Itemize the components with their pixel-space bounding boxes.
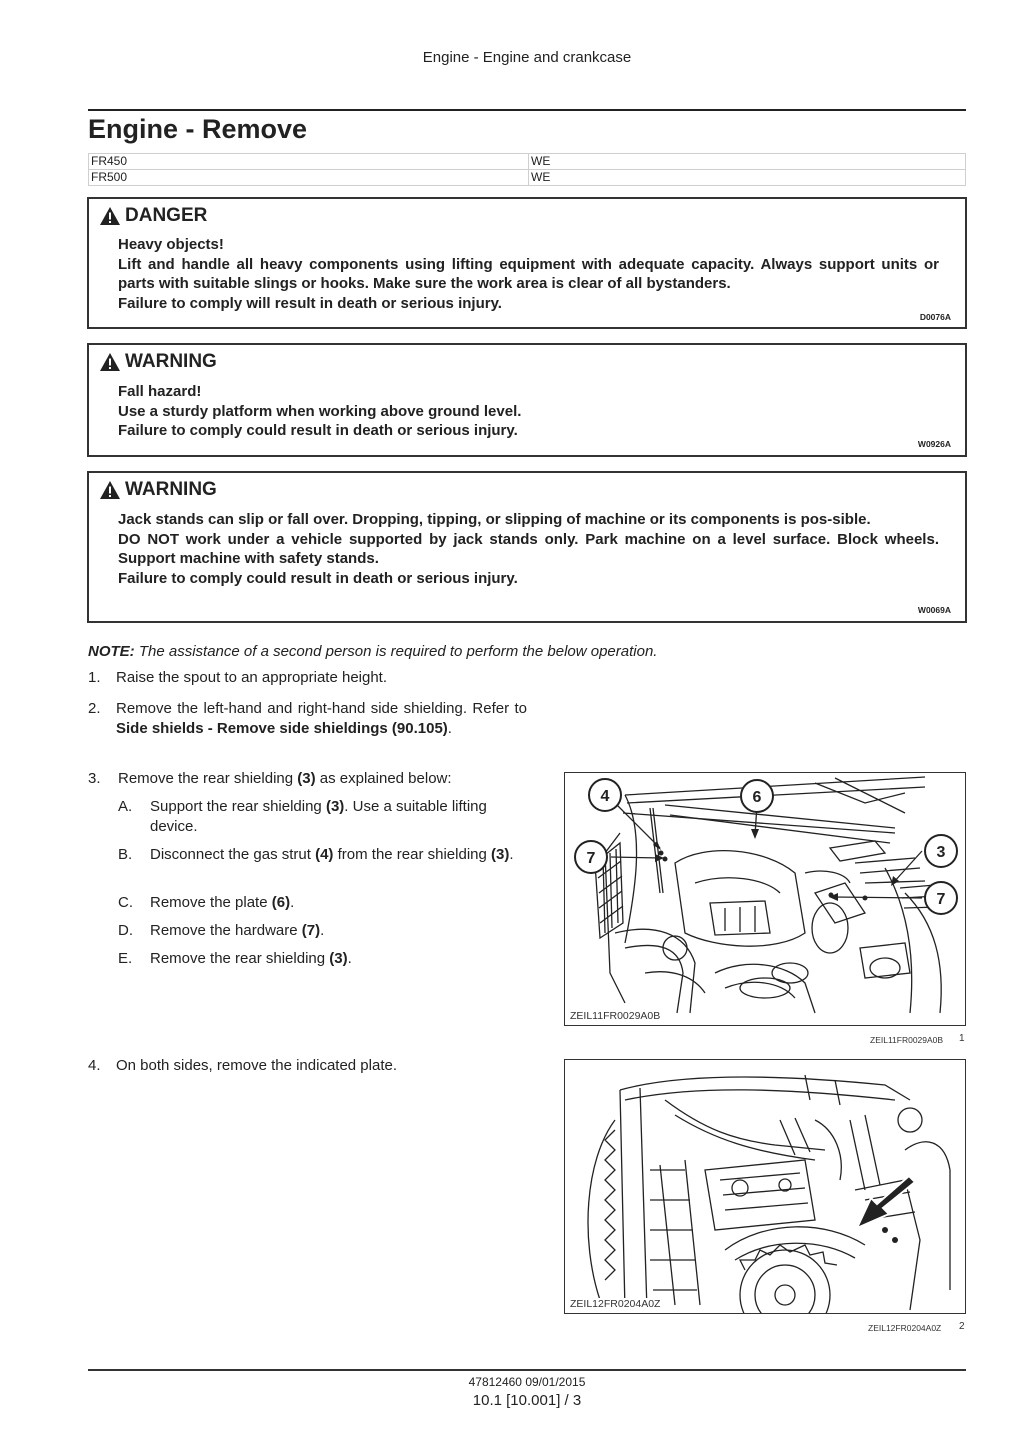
warning-heading xyxy=(99,479,217,501)
warning-code: W0069A xyxy=(917,605,951,615)
note-text: The assistance of a second person is required to perform the below operation. xyxy=(134,643,658,660)
footer-page-number: 10.1 [10.001] / 3 xyxy=(472,1392,582,1409)
warning-label: WARNING xyxy=(125,351,217,372)
market-cell: WE xyxy=(529,154,966,170)
warning-line: Use a sturdy platform when working above ground level. xyxy=(118,402,522,420)
callout-3: 3 xyxy=(936,844,946,861)
danger-line: Lift and handle all heavy components using lifting equipment with adequate capacity. Always support units or parts with suitable slings or hooks. Make sure the work area is clear of all bystanders. xyxy=(118,255,939,293)
step-text: Remove the rear shielding (3) as explained below: xyxy=(118,770,452,787)
figure-caption: ZEIL12FR0204A0Z xyxy=(868,1323,942,1333)
danger-line: Failure to comply will result in death or serious injury. xyxy=(118,294,502,312)
warning-line: DO NOT work under a vehicle supported by jack stands only. Park machine on a level surface. Block wheels. Support machine with safety stands. xyxy=(118,530,939,568)
table-row xyxy=(89,154,966,170)
step-number: 3. xyxy=(88,770,101,787)
note-label: NOTE: xyxy=(88,643,135,660)
cross-reference-link[interactable]: Side shields - Remove side shieldings (90.105) xyxy=(116,720,448,737)
danger-box xyxy=(87,197,967,329)
step-text: On both sides, remove the indicated plate. xyxy=(116,1057,398,1074)
plate-illustration xyxy=(565,1060,965,1313)
warning-line: Fall hazard! xyxy=(118,383,202,400)
step-number: 1. xyxy=(88,669,101,686)
figure-caption: ZEIL11FR0029A0B xyxy=(870,1035,944,1045)
substep-text: Remove the rear shielding (3). xyxy=(150,950,352,967)
note xyxy=(88,643,657,660)
footer-rule xyxy=(88,1369,966,1371)
substep-text: Remove the plate (6). xyxy=(150,894,295,911)
header-rule xyxy=(88,109,966,111)
substep-text: Disconnect the gas strut (4) from the rear shielding (3). xyxy=(150,846,514,863)
warning-label: WARNING xyxy=(125,479,217,500)
substep-text: Support the rear shielding (3). Use a suitable lifting device. xyxy=(150,798,487,835)
warning-text xyxy=(118,510,939,588)
figure-id: ZEIL12FR0204A0Z xyxy=(570,1298,661,1310)
figure-number: 1 xyxy=(959,1033,965,1044)
substep-letter: E. xyxy=(118,950,133,967)
model-cell: FR450 xyxy=(89,154,529,170)
danger-text xyxy=(118,235,939,313)
danger-heading xyxy=(99,205,207,227)
callout-7: 7 xyxy=(936,891,946,908)
danger-line: Heavy objects! xyxy=(118,236,224,253)
callout-4: 4 xyxy=(600,788,610,805)
market-cell: WE xyxy=(529,170,966,186)
substep-letter: B. xyxy=(118,846,133,863)
figure-1-rear-shielding xyxy=(564,772,966,1026)
table-row xyxy=(89,170,966,186)
callout-6: 6 xyxy=(752,789,762,806)
footer-doc-code: 47812460 09/01/2015 xyxy=(468,1375,586,1389)
warning-code: W0926A xyxy=(917,439,951,449)
warning-text xyxy=(118,382,939,441)
danger-code: D0076A xyxy=(919,312,951,322)
step-text: Raise the spout to an appropriate height. xyxy=(116,669,388,686)
page-title: Engine - Remove xyxy=(88,114,308,144)
step-number: 2. xyxy=(88,700,101,717)
warning-line: Failure to comply could result in death or serious injury. xyxy=(118,422,518,440)
step-text: Remove the left-hand and right-hand side shielding. Refer to Side shields - Remove side shieldings (90.105). xyxy=(116,700,527,737)
warning-box-jack-stands xyxy=(87,471,967,623)
substep-letter: D. xyxy=(118,922,133,939)
warning-box-fall xyxy=(87,343,967,457)
figure-number: 2 xyxy=(959,1321,965,1332)
warning-triangle-icon xyxy=(99,480,121,500)
callout-7: 7 xyxy=(586,850,596,867)
step-number: 4. xyxy=(88,1057,101,1074)
warning-triangle-icon xyxy=(99,352,121,372)
substep-text: Remove the hardware (7). xyxy=(150,922,325,939)
model-table xyxy=(88,153,966,186)
substep-letter: A. xyxy=(118,798,133,815)
rear-shielding-illustration xyxy=(565,773,965,1025)
figure-id: ZEIL11FR0029A0B xyxy=(570,1010,661,1022)
danger-label: DANGER xyxy=(125,205,208,226)
warning-line: Jack stands can slip or fall over. Dropping, tipping, or slipping of machine or its components is pos-sible. xyxy=(118,511,871,528)
substep-letter: C. xyxy=(118,894,133,911)
warning-heading xyxy=(99,351,217,373)
running-header: Engine - Engine and crankcase xyxy=(422,49,632,66)
warning-line: Failure to comply could result in death or serious injury. xyxy=(118,569,518,587)
model-cell: FR500 xyxy=(89,170,529,186)
warning-triangle-icon xyxy=(99,206,121,226)
figure-2-plate xyxy=(564,1059,966,1314)
